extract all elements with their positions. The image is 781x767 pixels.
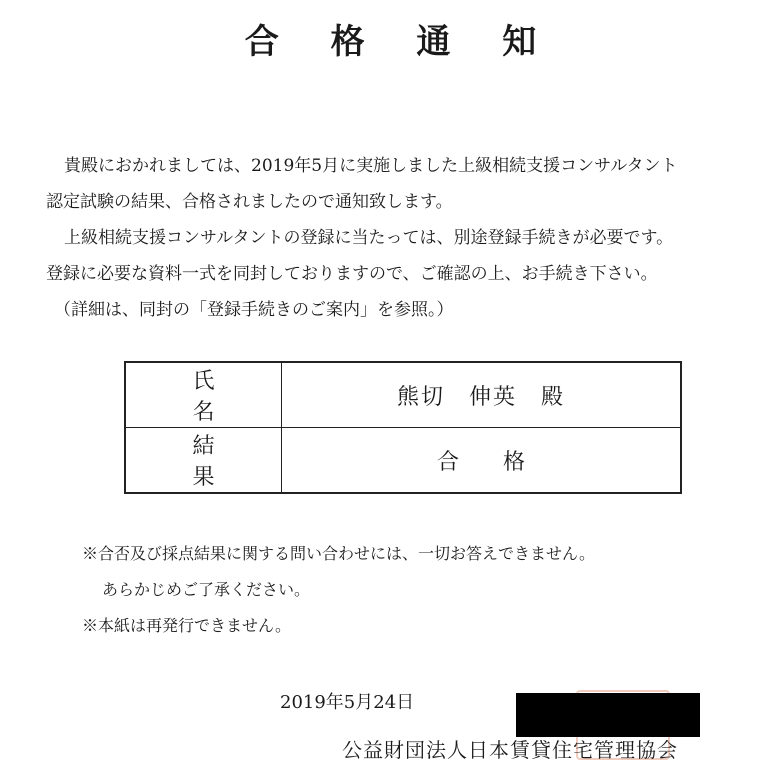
name-value-cell [282,362,682,428]
issue-date: 2019年5月24日 [280,692,415,713]
redaction-block [516,693,700,737]
name-label-cell [125,362,282,428]
result-label-cell [125,428,282,494]
paragraph-line-1: 貴殿におかれましては、2019年5月に実施しました上級相続支援コンサルタント [64,156,678,176]
result-value: 合 格 [436,449,525,475]
paragraph-line-2: 認定試験の結果、合格されましたので通知致します。 [46,192,453,212]
notes [82,536,595,644]
note-line-1: ※合否及び採点結果に関する問い合わせには、一切お答えできません。 [82,544,595,563]
note-line-2: あらかじめご了承ください。 [102,580,311,599]
table-row-result [125,428,681,494]
name-value: 熊切 伸英 殿 [396,384,565,410]
note-line-3: ※本紙は再発行できません。 [82,616,291,635]
result-value-cell [282,428,682,494]
paragraph-line-5: （詳細は、同封の「登録手続きのご案内」を参照。） [54,300,454,320]
body-text [46,148,761,328]
issuer-name: 公益財団法人日本賃貸住宅管理協会 [342,738,678,762]
document-title: 合 格 通 知 [244,22,557,62]
table-row-name [125,362,681,428]
result-label: 結果 [192,434,259,490]
paragraph-line-4: 登録に必要な資料一式を同封しておりますので、ご確認の上、お手続き下さい。 [46,264,658,284]
name-label: 氏名 [192,369,263,425]
result-table [124,361,682,494]
paragraph-line-3: 上級相続支援コンサルタントの登録に当たっては、別途登録手続きが必要です。 [64,228,674,248]
